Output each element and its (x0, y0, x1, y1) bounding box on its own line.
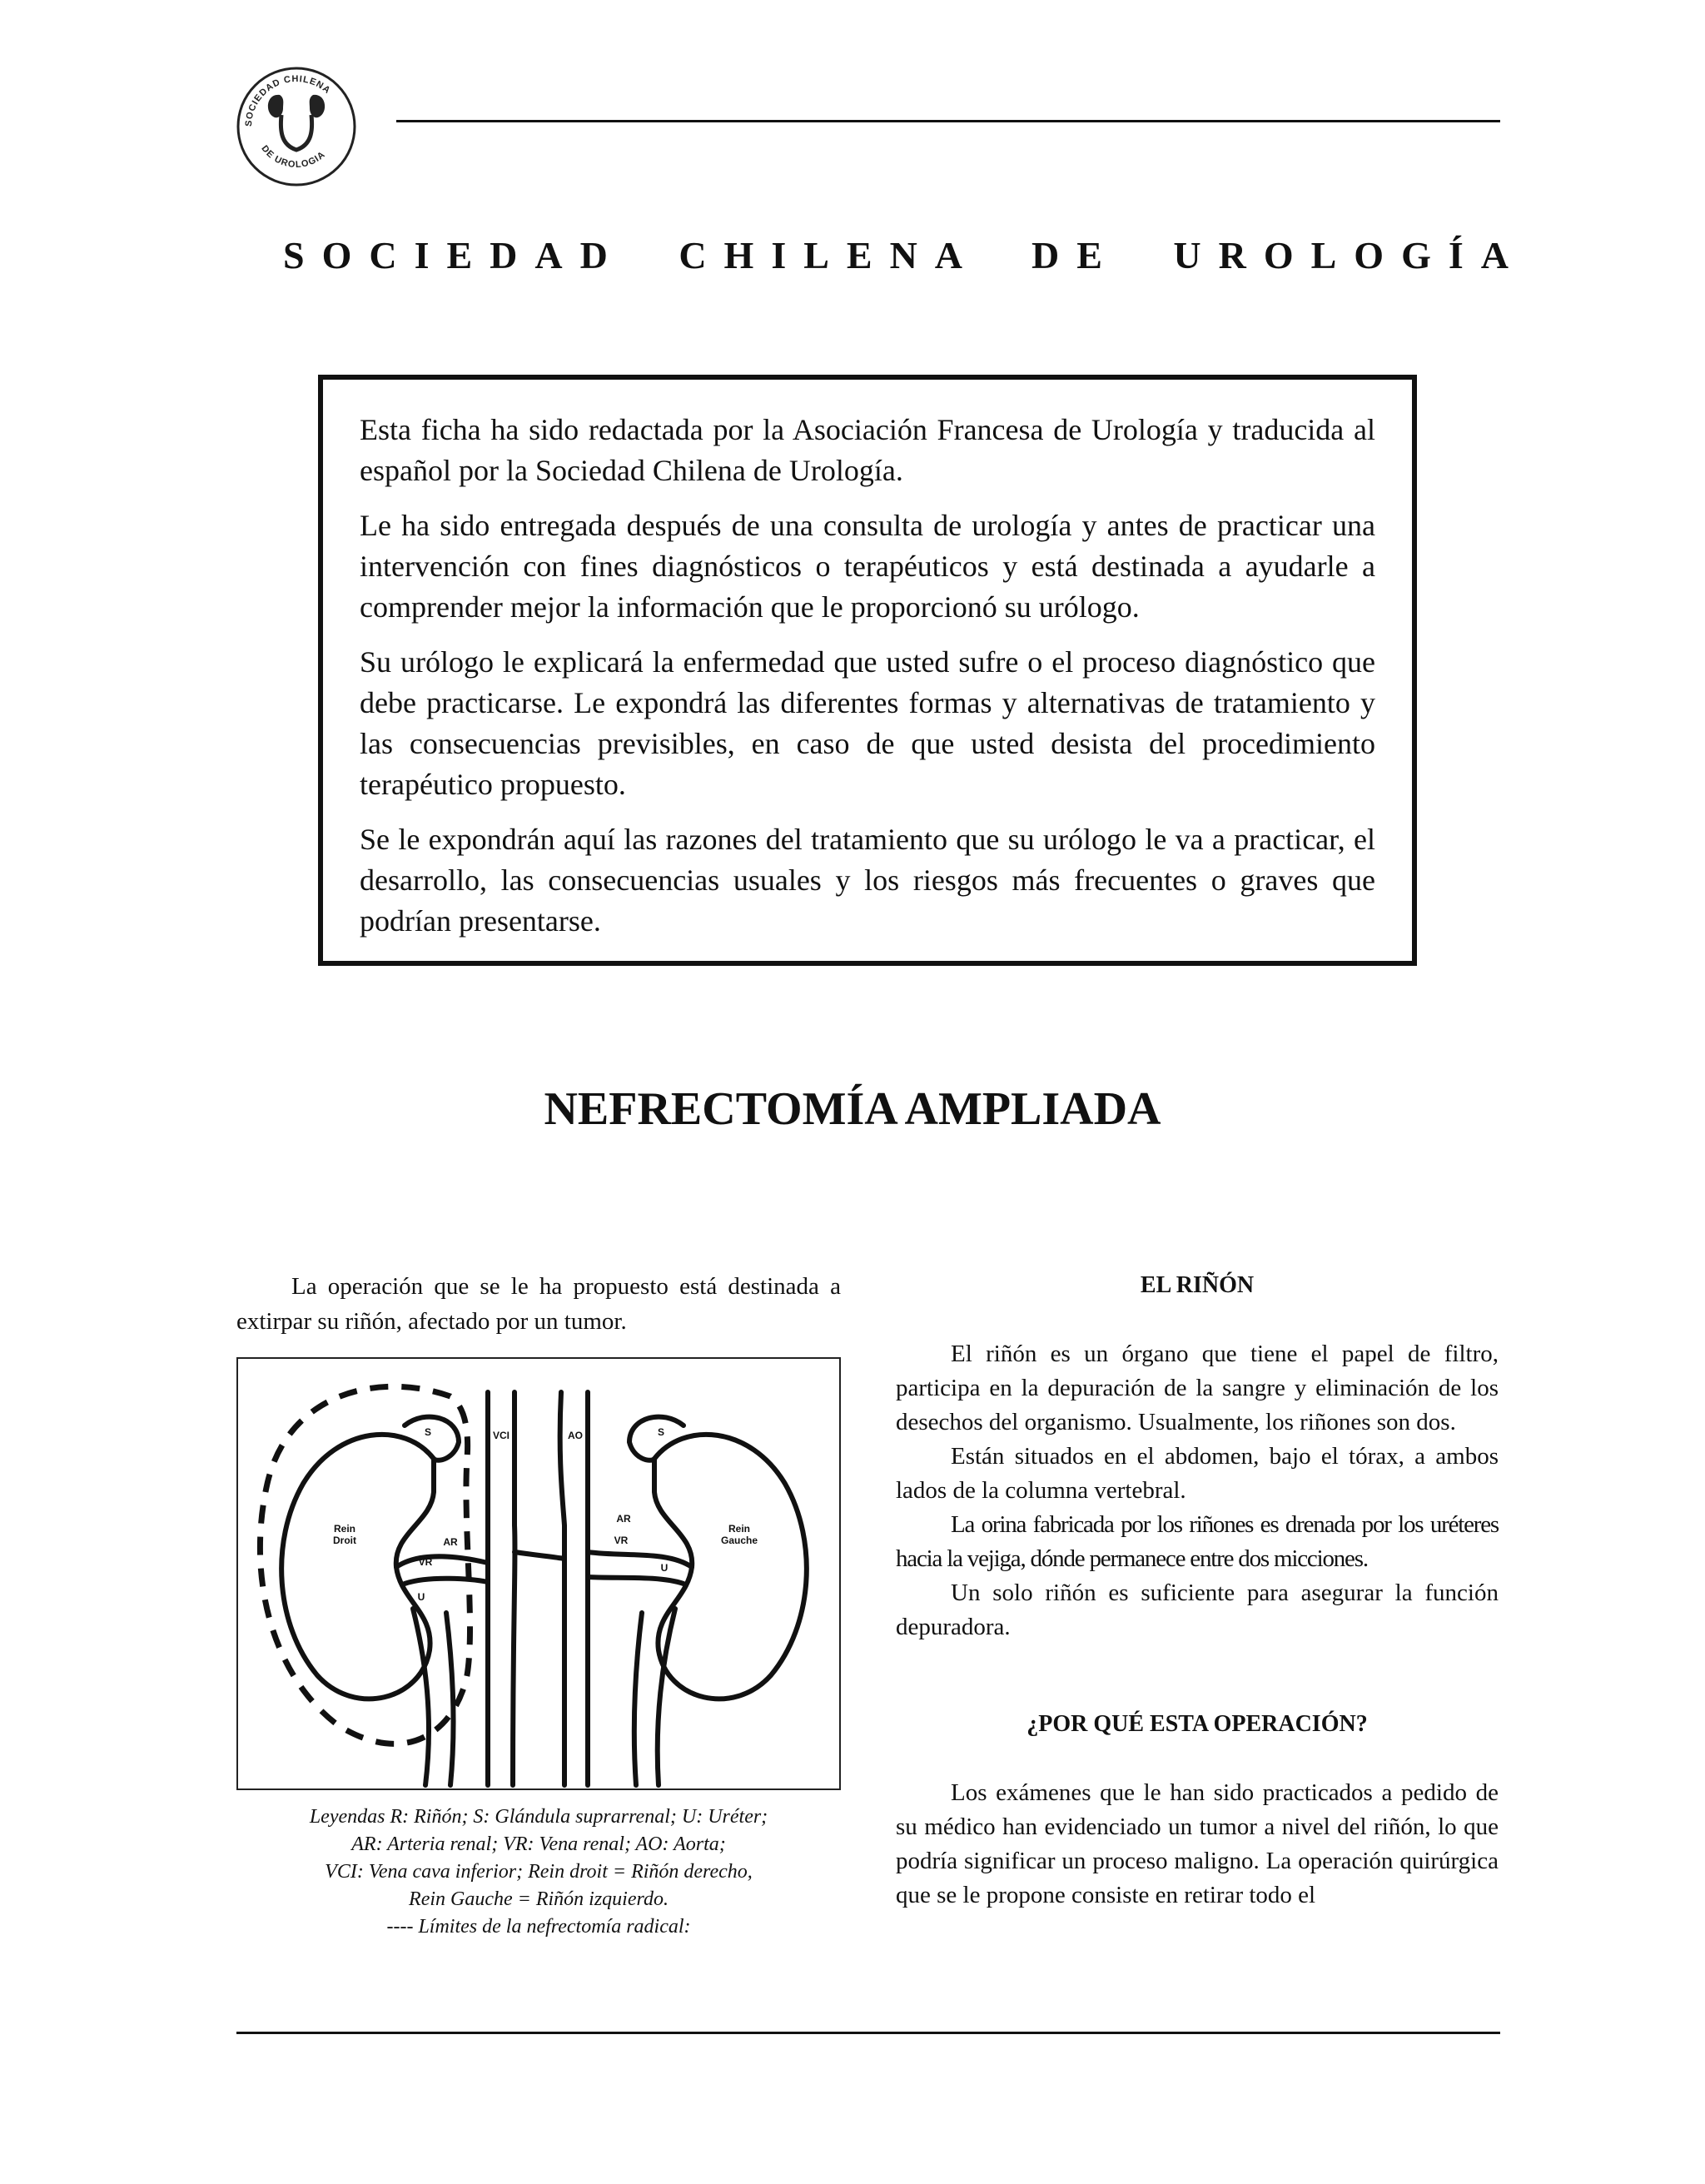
footer-rule (236, 2032, 1500, 2034)
section-heading-kidney: EL RIÑÓN (1140, 1272, 1255, 1298)
society-logo (235, 65, 358, 188)
organization-title: SOCIEDAD CHILENA DE UROLOGÍA (283, 234, 1526, 276)
body-paragraph: Los exámenes que le han sido practicados a pedido de su médico han evidenciado un tumor a nivel del riñón, lo que podría significar un proceso maligno. La operación quirúrgica que se le propone consiste en retirar todo el (896, 1779, 1499, 1908)
label-s-right: S (657, 1426, 665, 1438)
logo-top-text: SOCIEDAD CHILENA (243, 73, 333, 127)
spacer (896, 1741, 1499, 1776)
label-u-right: U (660, 1562, 669, 1574)
label-ao: AO (568, 1430, 583, 1441)
intro-paragraph: Le ha sido entregada después de una consulta de urología y antes de practicar una intervención con fines diagnósticos o terapéuticos y está destinada a ayudarle a comprender mejor la información que le proporcionó su urólogo. (360, 509, 1375, 624)
caption-line: VCI: Vena cava inferior; Rein droit = Riñón derecho, (325, 1861, 753, 1883)
document-title: NEFRECTOMÍA AMPLIADA (544, 1083, 1161, 1135)
society-logo-seal (235, 65, 358, 188)
label-ar-left: AR (443, 1536, 458, 1548)
caption-line: Rein Gauche = Riñón izquierdo. (409, 1888, 669, 1910)
caption-line: ---- Límites de la nefrectomía radical: (386, 1916, 691, 1938)
body-paragraph: La orina fabricada por los riñones es drenada por los uréteres hacia la vejiga, dónde permanece entre dos micciones. (896, 1511, 1499, 1572)
label-rein-gauche-1: Rein (728, 1523, 751, 1535)
label-rein-droit-2: Droit (333, 1535, 356, 1546)
logo-bottom-text: DE UROLOGIA (259, 143, 328, 171)
spacer (896, 1644, 1499, 1708)
label-vci: VCI (492, 1430, 510, 1441)
body-paragraph: Un solo riñón es suficiente para asegurar la función depuradora. (896, 1580, 1499, 1640)
label-ar-right: AR (616, 1513, 631, 1525)
intro-paragraph: Esta ficha ha sido redactada por la Asociación Francesa de Urología y traducida al español por la Sociedad Chilena de Urología. (360, 413, 1375, 487)
left-column (236, 1269, 841, 1941)
figure-caption (236, 1803, 841, 1941)
spacer (896, 1302, 1499, 1337)
label-u-left: U (417, 1591, 425, 1603)
kidney-diagram-drawing (238, 1359, 839, 1788)
caption-line: AR: Arteria renal; VR: Vena renal; AO: Aorta; (351, 1833, 726, 1855)
label-rein-droit-1: Rein (333, 1523, 356, 1535)
body-paragraph: Están situados en el abdomen, bajo el tórax, a ambos lados de la columna vertebral. (896, 1443, 1499, 1504)
section-heading-why: ¿POR QUÉ ESTA OPERACIÓN? (1026, 1711, 1368, 1737)
label-vr-right: VR (614, 1535, 629, 1546)
label-s-left: S (424, 1426, 432, 1438)
kidney-diagram (236, 1357, 841, 1790)
label-vr-left: VR (418, 1556, 433, 1568)
intro-paragraph: Su urólogo le explicará la enfermedad que usted sufre o el proceso diagnóstico que debe practicarse. Le expondrá las diferentes formas y alternativas de tratamiento y las consecuencias previsibles, en caso de que usted desista del procedimiento terapéutico propuesto. (360, 645, 1375, 801)
label-rein-gauche-2: Gauche (720, 1535, 758, 1546)
intro-box (318, 375, 1417, 966)
body-paragraph: El riñón es un órgano que tiene el papel de filtro, participa en la depuración de la sangre y eliminación de los desechos del organismo. Usualmente, los riñones son dos. (896, 1341, 1499, 1435)
right-column (896, 1269, 1499, 1913)
intro-paragraph: Se le expondrán aquí las razones del tratamiento que su urólogo le va a practicar, el desarrollo, las consecuencias usuales y los riesgos más frecuentes o graves que podrían presentarse. (360, 823, 1375, 938)
lead-paragraph: La operación que se le ha propuesto está destinada a extirpar su riñón, afectado por un tumor. (236, 1273, 841, 1335)
caption-line: Leyendas R: Riñón; S: Glándula suprarrenal; U: Uréter; (309, 1806, 768, 1828)
header-rule (396, 120, 1500, 122)
